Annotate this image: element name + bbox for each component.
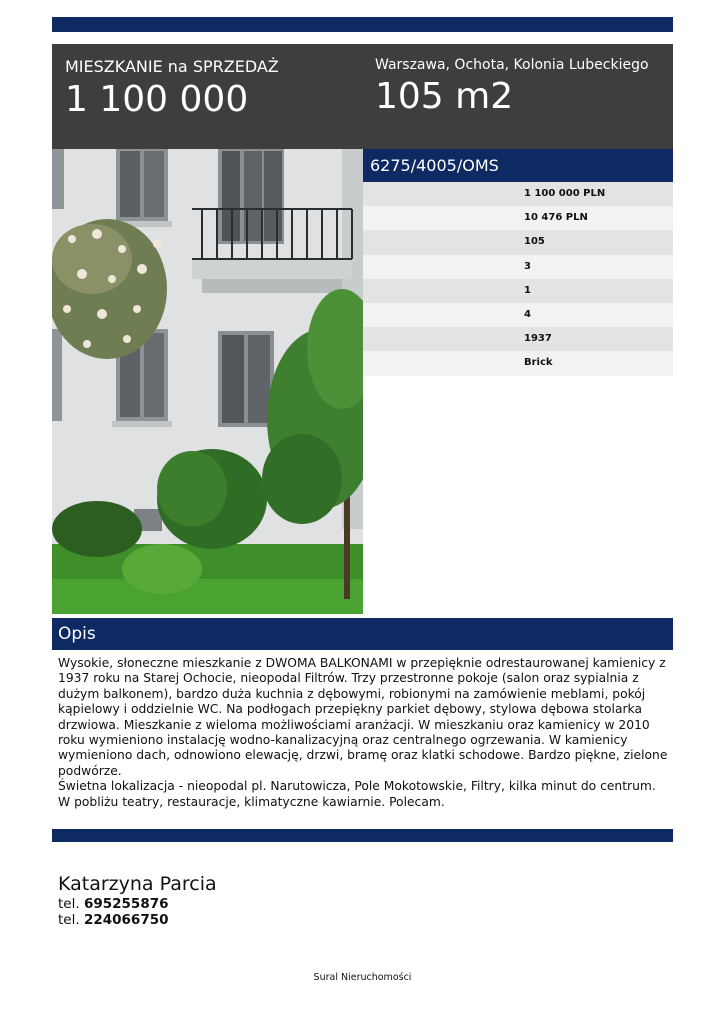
param-row — [363, 327, 673, 351]
tel-label: tel. — [58, 896, 80, 912]
phone-line — [58, 912, 217, 928]
param-value: 10 476 PLN — [524, 212, 588, 224]
tel-label: tel. — [58, 912, 80, 928]
description-body — [58, 656, 668, 810]
param-row — [363, 303, 673, 327]
header-left — [65, 57, 355, 121]
listing-header — [52, 44, 673, 149]
agent-name: Katarzyna Parcia — [58, 873, 217, 895]
area-headline: 105 m2 — [375, 76, 514, 117]
description-paragraph: Świetna lokalizacja - nieopodal pl. Narutowicza, Pole Mokotowskie, Filtry, kilka minut do centrum. W pobliżu teatry, restauracje, klimatyczne kawiarnie. Polecam. — [58, 779, 656, 809]
param-value: 3 — [524, 260, 531, 272]
property-photo — [52, 149, 363, 614]
param-row — [363, 279, 673, 303]
header-right — [375, 56, 665, 118]
offer-type: MIESZKANIE na SPRZEDAŻ — [65, 57, 279, 76]
description-title: Opis — [58, 624, 96, 644]
description-header — [52, 618, 673, 650]
param-row — [363, 182, 673, 206]
param-row — [363, 230, 673, 254]
price-headline: 1 100 000 — [65, 79, 249, 120]
footer-company: Sural Nieruchomości — [313, 972, 412, 983]
top-accent-bar — [52, 17, 673, 32]
param-value: 105 — [524, 236, 545, 248]
param-row — [363, 255, 673, 279]
param-value: 1 — [524, 284, 531, 296]
building-facade-image — [52, 149, 363, 614]
param-row — [363, 351, 673, 375]
section-divider-bar — [52, 829, 673, 842]
agent-contact — [58, 872, 217, 928]
param-value: Brick — [524, 357, 553, 369]
location: Warszawa, Ochota, Kolonia Lubeckiego — [375, 57, 649, 73]
param-row — [363, 206, 673, 230]
reference-bar — [363, 149, 673, 182]
param-value: 1 100 000 PLN — [524, 188, 606, 199]
phone-number[interactable]: 695255876 — [83, 896, 169, 912]
phone-number[interactable]: 224066750 — [83, 912, 169, 928]
param-value: 1937 — [524, 333, 552, 345]
phone-line — [58, 896, 217, 912]
parameters-table — [363, 182, 673, 376]
description-paragraph: Wysokie, słoneczne mieszkanie z DWOMA BALKONAMI w przepięknie odrestaurowanej kamienicy z 1937 roku na Starej Ochocie, nieopodal Filtrów. Trzy przestronne pokoje (salon oraz sypialnia z dużym balkonem), bardzo duża kuchnia z dębowymi, robionymi na zamówienie meblami, pokój kąpielowy i oddzielnie WC. Na podłogach przepiękny parkiet dębowy, stylowa dębowa stolarka drzwiowa. Mieszkanie z wieloma możliwościami aranżacji. W mieszkaniu oraz kamienicy w 2010 roku wymieniono instalację wodno-kanalizacyjną oraz centralnego ogrzewania. W kamienicy wymieniono dach, odnowiono elewację, drzwi, bramę oraz klatki schodowe. Bardzo piękne, zielone podwórze. — [58, 656, 668, 778]
param-value: 4 — [524, 308, 531, 320]
offer-reference-number: 6275/4005/OMS — [370, 156, 499, 175]
